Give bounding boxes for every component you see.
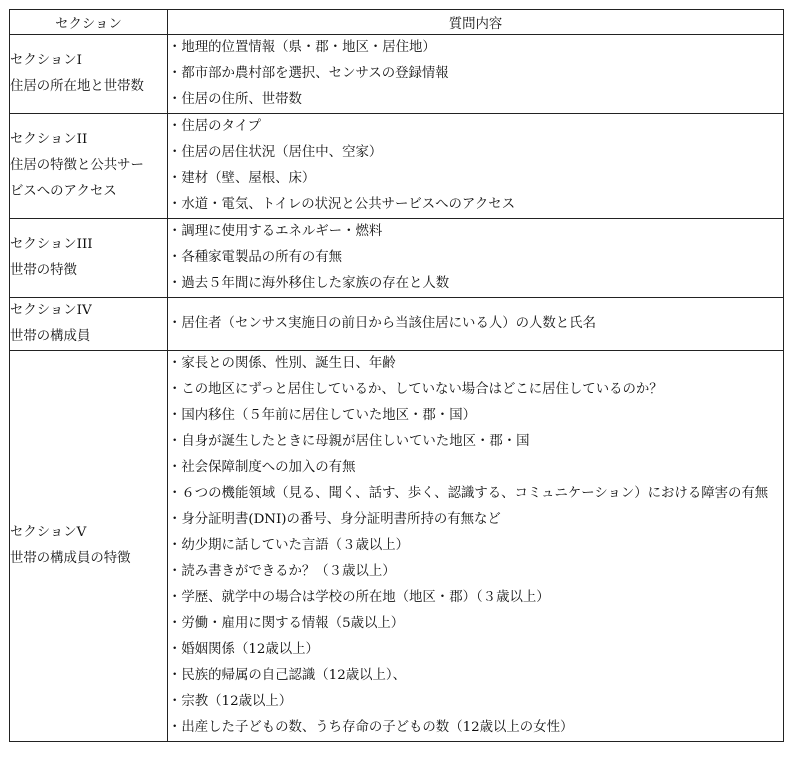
list-item: ・身分証明書(DNI)の番号、身分証明書所持の有無など (168, 512, 501, 527)
list-item: ・読み書きができるか？（３歳以上） (168, 564, 396, 579)
header-row (10, 10, 784, 35)
list-item: ・過去５年間に海外移住した家族の存在と人数 (168, 276, 450, 291)
list-item: ・住居の住所、世帯数 (168, 92, 302, 107)
header-section: セクション (10, 10, 168, 35)
section-title: セクションI (10, 53, 82, 68)
section-row-5 (10, 351, 784, 742)
list-item: ・建材（壁、屋根、床） (168, 171, 316, 186)
section-row-3 (10, 219, 784, 298)
section-items-1 (168, 35, 784, 114)
section-subtitle: 世帯の特徴 (10, 263, 77, 278)
section-title: セクションIV (10, 303, 92, 318)
list-item: ・家長との関係、性別、誕生日、年齢 (168, 356, 396, 371)
list-item: ・調理に使用するエネルギー・燃料 (168, 224, 383, 239)
section-row-4 (10, 298, 784, 351)
section-subtitle: 世帯の構成員の特徴 (10, 551, 131, 566)
section-title: セクションV (10, 525, 87, 540)
list-item: ・学歴、就学中の場合は学校の所在地（地区・郡）（３歳以上） (168, 590, 550, 605)
section-label-3 (10, 219, 168, 298)
section-row-1 (10, 35, 784, 114)
section-title: セクションIII (10, 237, 93, 252)
list-item: ・自身が誕生したときに母親が居住しいていた地区・郡・国 (168, 434, 530, 449)
list-item: ・労働・雇用に関する情報（5歳以上） (168, 616, 405, 631)
census-questionnaire-table (9, 9, 784, 742)
section-subtitle: 住居の特徴と公共サー (10, 158, 144, 173)
list-item: ・住居の居住状況（居住中、空家） (168, 145, 383, 160)
list-item: ・住居のタイプ (168, 119, 262, 134)
section-row-2 (10, 114, 784, 219)
list-item: ・幼少期に話していた言語（３歳以上） (168, 538, 410, 553)
list-item: ・６つの機能領域（見る、聞く、話す、歩く、認識する、コミュニケーション）における障害の有無 (168, 486, 769, 501)
list-item: ・地理的位置情報（県・郡・地区・居住地） (168, 40, 436, 55)
section-label-1 (10, 35, 168, 114)
list-item: ・出産した子どもの数、うち存命の子どもの数（12歳以上の女性） (168, 720, 574, 735)
list-item: ・この地区にずっと居住しているか、していない場合はどこに居住しているのか？ (168, 382, 663, 397)
section-subtitle: 世帯の構成員 (10, 329, 91, 344)
list-item: ・社会保障制度への加入の有無 (168, 460, 356, 475)
list-item: ・各種家電製品の所有の有無 (168, 250, 343, 265)
section-items-3 (168, 219, 784, 298)
list-item: ・居住者（センサス実施日の前日から当該住居にいる人）の人数と氏名 (168, 316, 596, 331)
list-item: ・水道・電気、トイレの状況と公共サービスへのアクセス (168, 197, 516, 212)
section-label-4 (10, 298, 168, 351)
list-item: ・都市部か農村部を選択、センサスの登録情報 (168, 66, 449, 81)
list-item: ・婚姻関係（12歳以上） (168, 642, 319, 657)
list-item: ・民族的帰属の自己認識（12歳以上）、 (168, 668, 406, 683)
section-subtitle: 住居の所在地と世帯数 (10, 79, 144, 94)
section-title: セクションII (10, 132, 88, 147)
section-items-4 (168, 298, 784, 351)
section-label-2 (10, 114, 168, 219)
section-subtitle-cont: ビスへのアクセス (10, 184, 117, 199)
section-items-2 (168, 114, 784, 219)
header-content: 質問内容 (168, 10, 784, 35)
section-items-5 (168, 351, 784, 742)
section-label-5 (10, 351, 168, 742)
list-item: ・国内移住（５年前に居住していた地区・郡・国） (168, 408, 476, 423)
list-item: ・宗教（12歳以上） (168, 694, 293, 709)
